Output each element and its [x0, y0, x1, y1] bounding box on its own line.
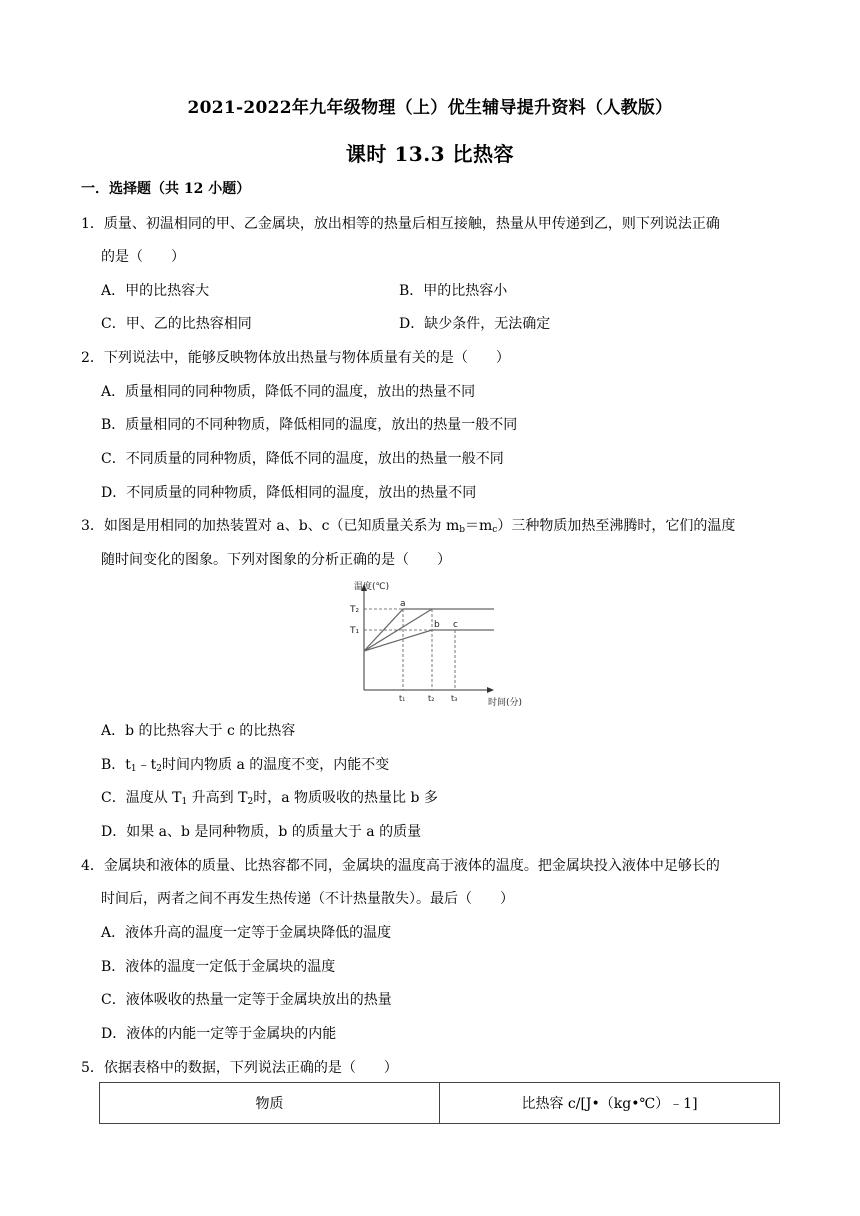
q3-option-d: D．如果 a、b 是同种物质，b 的质量大于 a 的质量: [101, 824, 422, 840]
q4-option-a: A．液体升高的温度一定等于金属块降低的温度: [101, 925, 392, 941]
temperature-time-graph: [340, 578, 540, 710]
q4-option-d: D．液体的内能一定等于金属块的内能: [101, 1026, 337, 1042]
lesson-title: 课时 13.3 比热容: [345, 142, 515, 166]
curve-label-c: c: [453, 620, 458, 630]
q1-stem-line1: 1．质量、初温相同的甲、乙金属块，放出相等的热量后相互接触，热量从甲传递到乙，则下列说法正确: [81, 216, 720, 232]
document-title: 2021-2022年九年级物理（上）优生辅导提升资料（人教版）: [187, 98, 673, 118]
q3-stem-line2: 随时间变化的图象。下列对图象的分析正确的是（ ）: [101, 552, 451, 568]
y-tick-t1: T₁: [350, 626, 360, 636]
curve-label-b: b: [434, 620, 440, 630]
q3-option-b: B．$t_1﹣t_2$时间内物质 a 的温度不变，内能不变: [101, 757, 390, 774]
q5-stem: 5．依据表格中的数据，下列说法正确的是（ ）: [81, 1060, 398, 1076]
x-tick-t1: t₁: [399, 694, 406, 703]
q3-option-a: A．b 的比热容大于 c 的比热容: [101, 723, 296, 739]
x-axis-arrow-icon: [487, 687, 494, 693]
q4-stem-line1: 4．金属块和液体的质量、比热容都不同，金属块的温度高于液体的温度。把金属块投入液体中足够长的: [81, 858, 720, 874]
q1-stem-line2: 的是（ ）: [101, 249, 185, 265]
q3-stem-line1: 3．如图是用相同的加热装置对 a、b、c（已知质量关系为 $m_b=m_c$）三种物质加热至沸腾时，它们的温度: [81, 518, 736, 535]
q4-stem-line2: 时间后，两者之间不再发生热传递（不计热量散失）。最后（ ）: [101, 891, 514, 907]
q1-option-c: C．甲、乙的比热容相同: [101, 316, 252, 332]
q1-option-b: B．甲的比热容小: [399, 283, 508, 299]
q2-stem: 2．下列说法中，能够反映物体放出热量与物体质量有关的是（ ）: [81, 350, 510, 366]
section-heading: 一．选择题（共 12 小题）: [81, 181, 251, 197]
q2-option-a: A．质量相同的同种物质，降低不同的温度，放出的热量不同: [101, 384, 476, 400]
x-tick-t2: t₂: [428, 694, 435, 703]
q3-option-c: C．温度从 $T_1$ 升高到 $T_2$时，a 物质吸收的热量比 b 多: [101, 790, 438, 807]
table-header-substance: 物质: [100, 1083, 440, 1124]
q1-option-a: A．甲的比热容大: [101, 283, 210, 299]
x-tick-t3: t₃: [451, 694, 458, 703]
q4-option-b: B．液体的温度一定低于金属块的温度: [101, 959, 336, 975]
q2-option-d: D．不同质量的同种物质，降低相同的温度，放出的热量不同: [101, 485, 477, 501]
y-tick-t2: T₂: [350, 605, 360, 615]
q1-option-d: D．缺少条件，无法确定: [399, 316, 551, 332]
table-header-row: [100, 1083, 780, 1124]
q4-option-c: C．液体吸收的热量一定等于金属块放出的热量: [101, 992, 392, 1008]
q2-option-b: B．质量相同的不同种物质，降低相同的温度，放出的热量一般不同: [101, 417, 518, 433]
q2-option-c: C．不同质量的同种物质，降低不同的温度，放出的热量一般不同: [101, 451, 504, 467]
curve-label-a: a: [400, 599, 406, 609]
curve-c: [364, 630, 494, 651]
specific-heat-table: [99, 1082, 780, 1124]
y-axis-label: 温度(℃): [354, 582, 390, 592]
table-header-specific-heat: 比热容 c/[J•（kg•℃）﹣1]: [440, 1083, 780, 1124]
x-axis-label: 时间(分): [488, 698, 523, 708]
